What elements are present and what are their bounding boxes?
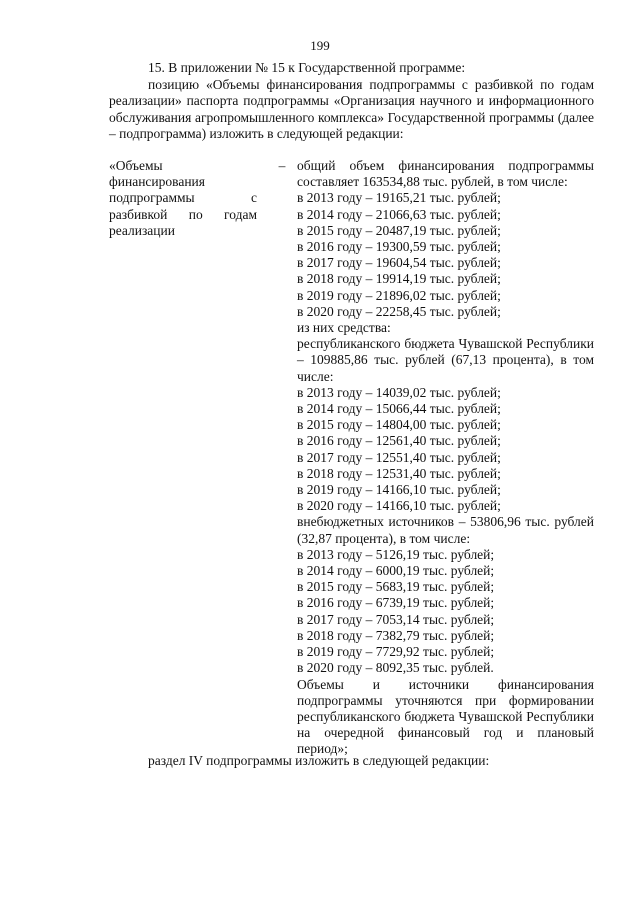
- extrabudget-year-2019: в 2019 году – 7729,92 тыс. рублей;: [297, 644, 495, 660]
- republic-year-2020: в 2020 году – 14166,10 тыс. рублей;: [297, 498, 501, 514]
- extrabudget-year-2013: в 2013 году – 5126,19 тыс. рублей;: [297, 546, 495, 562]
- extrabudget-text: внебюджетных источников – 53806,96 тыс. рублей (32,87 процента), в том числе:: [297, 514, 594, 546]
- extrabudget-year-2020: в 2020 году – 8092,35 тыс. рублей.: [297, 660, 494, 676]
- total-year-2014: в 2014 году – 21066,63 тыс. рублей;: [297, 206, 501, 222]
- funding-note: Объемы и источники финансирования подпрограммы уточняются при формировании республиканского бюджета Чувашской Республики на очередной финансовый год и плановый период»;: [297, 676, 594, 757]
- extrabudget-year-2018: в 2018 году – 7382,79 тыс. рублей;: [297, 627, 495, 643]
- republic-year-2014: в 2014 году – 15066,44 тыс. рублей;: [297, 401, 501, 417]
- republic-year-2019: в 2019 году – 14166,10 тыс. рублей;: [297, 482, 501, 498]
- republic-year-2016: в 2016 году – 12561,40 тыс. рублей;: [297, 433, 501, 449]
- republic-budget-text: республиканского бюджета Чувашской Республики – 109885,86 тыс. рублей (67,13 процента), в том числе:: [297, 336, 594, 384]
- passport-value: [297, 158, 594, 758]
- of-which-label: из них средства:: [297, 320, 391, 336]
- total-year-2016: в 2016 году – 19300,59 тыс. рублей;: [297, 239, 501, 255]
- total-year-2013: в 2013 году – 19165,21 тыс. рублей;: [297, 190, 501, 206]
- extrabudget-year-2014: в 2014 году – 6000,19 тыс. рублей;: [297, 563, 495, 579]
- passport-dash: –: [278, 158, 286, 173]
- total-year-2017: в 2017 году – 19604,54 тыс. рублей;: [297, 255, 501, 271]
- page-number: 199: [310, 38, 330, 53]
- total-year-2018: в 2018 году – 19914,19 тыс. рублей;: [297, 271, 501, 287]
- total-year-2019: в 2019 году – 21896,02 тыс. рублей;: [297, 287, 501, 303]
- intro-block: [109, 60, 594, 143]
- extrabudget-year-2015: в 2015 году – 5683,19 тыс. рублей;: [297, 579, 495, 595]
- extrabudget-year-2017: в 2017 году – 7053,14 тыс. рублей;: [297, 611, 495, 627]
- total-funding-text: общий объем финансирования подпрограммы составляет 163534,88 тыс. рублей, в том числе:: [297, 158, 594, 190]
- intro-line-1: 15. В приложении № 15 к Государственной программе:: [148, 60, 466, 75]
- passport-label: «Объемы финансирования подпрограммы с разбивкой по годам реализации: [109, 158, 257, 238]
- republic-year-2015: в 2015 году – 14804,00 тыс. рублей;: [297, 417, 501, 433]
- republic-year-2017: в 2017 году – 12551,40 тыс. рублей;: [297, 449, 501, 465]
- outro-line: раздел IV подпрограммы изложить в следующей редакции:: [148, 753, 490, 768]
- republic-year-2013: в 2013 году – 14039,02 тыс. рублей;: [297, 384, 501, 400]
- total-year-2015: в 2015 году – 20487,19 тыс. рублей;: [297, 222, 501, 238]
- extrabudget-year-2016: в 2016 году – 6739,19 тыс. рублей;: [297, 595, 495, 611]
- total-year-2020: в 2020 году – 22258,45 тыс. рублей;: [297, 303, 501, 319]
- republic-year-2018: в 2018 году – 12531,40 тыс. рублей;: [297, 465, 501, 481]
- intro-line-2: позицию «Объемы финансирования подпрограммы с разбивкой по годам реализации» паспорта подпрограммы «Организация научного и информационного обслуживания агропромышленного комплекса» Государственной программы (далее – подпрограмма) изложить в следующей редакции:: [109, 76, 594, 141]
